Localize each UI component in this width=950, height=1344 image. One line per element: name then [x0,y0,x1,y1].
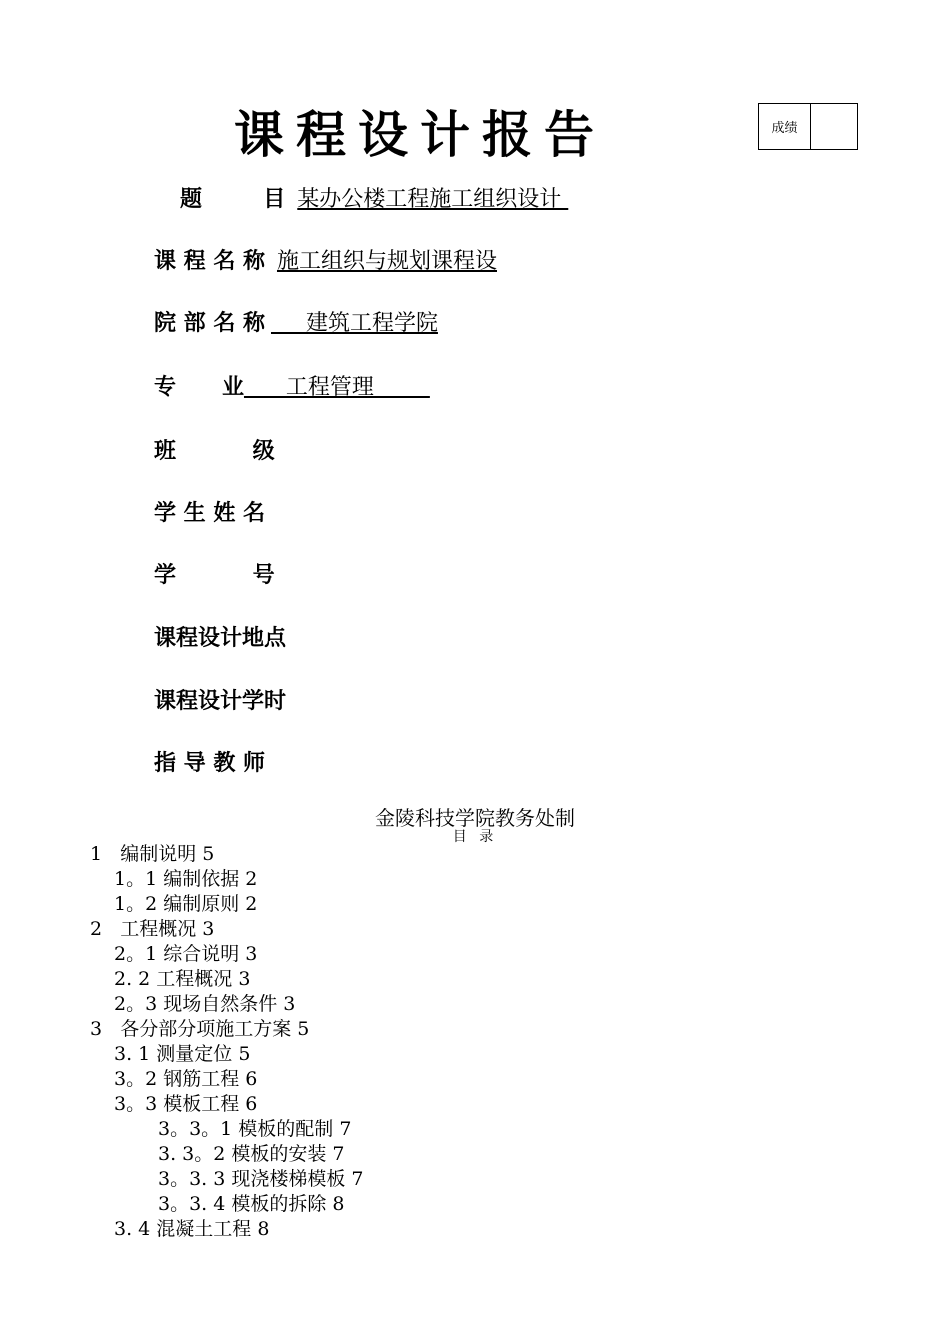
toc-item[interactable]: 2 工程概况 3 [90,918,215,940]
field-major [154,370,430,406]
toc-item[interactable]: 1。2 编制原则 2 [114,893,258,915]
toc-item[interactable]: 1。1 编制依据 2 [114,868,258,890]
field-label: 题 目 [180,187,286,212]
report-title: 课程设计报告 [234,106,606,164]
toc-item[interactable]: 3. 1 测量定位 5 [114,1043,251,1065]
field-department [154,306,438,342]
field-student-id [154,558,275,594]
toc-item[interactable]: 3 各分部分项施工方案 5 [90,1018,310,1040]
field-label: 课程设计地点 [154,626,287,651]
toc-item[interactable]: 3. 3。2 模板的安装 7 [158,1143,345,1165]
toc-item[interactable]: 3。3 模板工程 6 [114,1093,258,1115]
field-value: 工程管理 [243,375,430,400]
field-label: 指 导 教 师 [154,751,265,776]
field-label: 课程设计学时 [154,689,287,714]
field-instructor [154,746,265,782]
field-value: 施工组织与规划课程设 [276,249,497,274]
field-topic [180,182,568,218]
field-label: 学 生 姓 名 [154,501,265,526]
field-class [154,434,275,470]
field-label: 学 号 [154,563,275,588]
field-student-name [154,496,265,532]
field-location [154,621,286,657]
field-label: 院 部 名 称 [154,311,265,336]
field-label: 专 业 [154,375,244,400]
issuer-text: 金陵科技学院教务处制 [375,806,575,830]
toc-item[interactable]: 2。3 现场自然条件 3 [114,993,296,1015]
score-value [811,104,857,149]
field-course-name [154,244,497,280]
field-value: 某办公楼工程施工组织设计 [297,187,569,212]
toc-item[interactable]: 3. 4 混凝土工程 8 [114,1218,270,1240]
toc-title: 目 录 [452,829,498,845]
toc-item[interactable]: 2。1 综合说明 3 [114,943,258,965]
toc-item[interactable]: 3。3。1 模板的配制 7 [158,1118,352,1140]
toc-item[interactable]: 3。2 钢筋工程 6 [114,1068,258,1090]
toc-item[interactable]: 2. 2 工程概况 3 [114,968,251,990]
field-label: 课 程 名 称 [154,249,265,274]
toc-item[interactable]: 3。3. 4 模板的拆除 8 [158,1193,345,1215]
score-label: 成绩 [759,104,811,149]
toc-item[interactable]: 1 编制说明 5 [90,843,215,865]
field-value: 建筑工程学院 [270,311,438,336]
field-label: 班 级 [154,439,275,464]
field-hours [154,684,286,720]
score-box [758,103,858,150]
toc-item[interactable]: 3。3. 3 现浇楼梯模板 7 [158,1168,364,1190]
